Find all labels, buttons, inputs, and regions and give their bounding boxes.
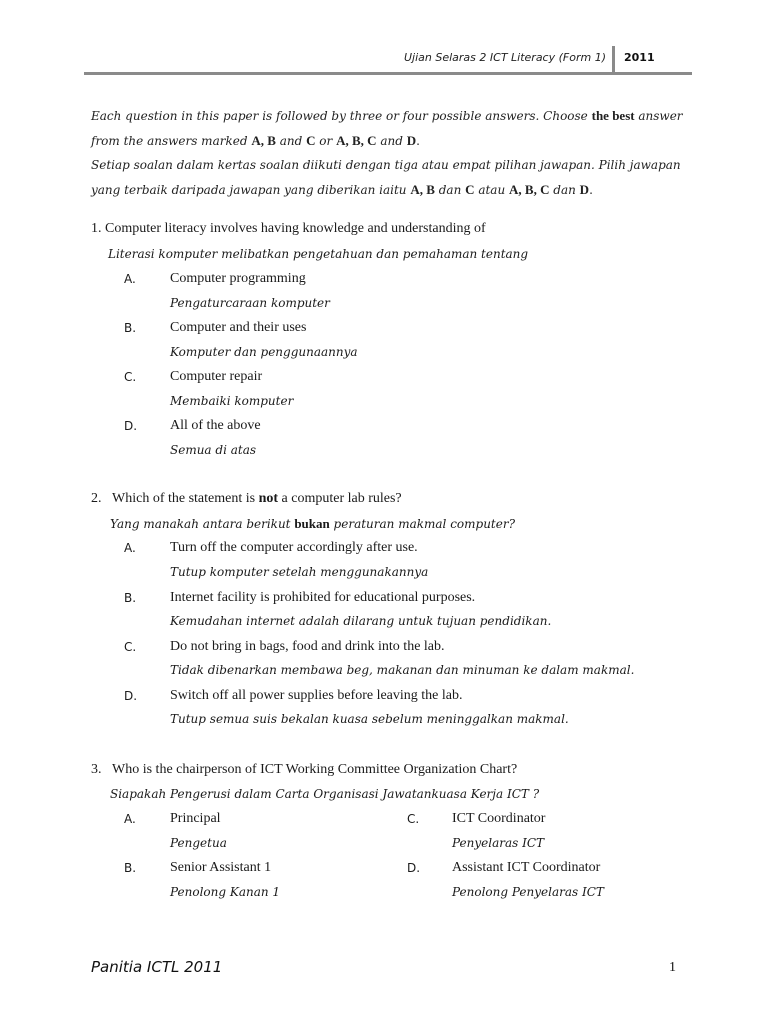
q3-option-c-text: ICT Coordinator [452,811,546,826]
question-2 [91,491,402,507]
page-header [84,44,692,75]
question-1 [91,221,486,237]
q2-option-d-text: Switch off all power supplies before leaving the lab. [170,688,463,703]
q3-option-a-text-malay: Pengetua [170,836,227,850]
q1-option-c-text: Computer repair [170,369,263,384]
q2-option-d-letter: D. [124,689,138,703]
q1-option-d-text-malay: Semua di atas [170,443,257,457]
q3-option-d-text-malay: Penolong Penyelaras ICT [452,885,604,899]
q2-option-c-letter: C. [124,640,137,654]
instructions-malay: Setiap soalan dalam kertas soalan diikuti dengan tiga atau empat pilihan jawapan. Pilih jawapan yang terbaik daripada jawapan yang diberikan iaitu A, B dan C atau A, B, C dan D. [91,158,681,197]
q1-option-d-text: All of the above [170,418,261,433]
q2-option-a-text: Turn off the computer accordingly after use. [170,540,418,555]
q2-option-a-letter: A. [124,541,136,555]
q2-option-a-text-malay: Tutup komputer setelah menggunakannya [170,565,429,579]
question-3 [91,762,517,778]
q1-option-b-text-malay: Komputer dan penggunaannya [170,345,358,359]
page-number: 1 [669,960,676,975]
q2-option-b-text: Internet facility is prohibited for educational purposes. [170,590,476,605]
question-1-number: 1. [91,221,102,236]
header-title: Ujian Selaras 2 ICT Literacy (Form 1) [403,51,606,64]
header-divider [612,46,615,72]
q1-option-d-letter: D. [124,419,138,433]
question-1-text-malay: Literasi komputer melibatkan pengetahuan dan pemahaman tentang [108,247,529,261]
q1-option-c-letter: C. [124,370,137,384]
question-3-text: Who is the chairperson of ICT Working Committee Organization Chart? [112,762,518,777]
q3-option-b-text: Senior Assistant 1 [170,860,272,875]
q3-option-a-letter: A. [124,812,136,826]
instructions [91,104,691,202]
q2-option-c-text-malay: Tidak dibenarkan membawa beg, makanan dan minuman ke dalam makmal. [170,663,635,677]
q1-option-b-text: Computer and their uses [170,320,307,335]
q3-option-c-letter: C. [407,812,420,826]
footer-label: Panitia ICTL 2011 [91,958,223,976]
q3-option-a-text: Principal [170,811,221,826]
q1-option-a-text: Computer programming [170,271,306,286]
q2-option-d-text-malay: Tutup semua suis bekalan kuasa sebelum meninggalkan makmal. [170,712,569,726]
q3-option-b-text-malay: Penolong Kanan 1 [170,885,281,899]
q3-option-c-text-malay: Penyelaras ICT [452,836,545,850]
question-3-number: 3. [91,762,102,777]
q1-option-a-text-malay: Pengaturcaraan komputer [170,296,330,310]
header-year: 2011 [624,51,655,64]
q2-option-b-letter: B. [124,591,137,605]
q1-option-a-letter: A. [124,272,136,286]
question-1-text: Computer literacy involves having knowledge and understanding of [105,221,486,236]
question-2-number: 2. [91,491,102,506]
question-2-text-malay: Yang manakah antara berikut bukan peraturan makmal computer? [110,516,516,531]
instructions-english: Each question in this paper is followed by three or four possible answers. Choose the best answer from the answers marked A, B and C or A, B, C and D. [91,108,683,148]
question-2-text: Which of the statement is not a computer lab rules? [112,491,402,506]
q3-option-b-letter: B. [124,861,137,875]
q1-option-b-letter: B. [124,321,137,335]
q2-option-b-text-malay: Kemudahan internet adalah dilarang untuk tujuan pendidikan. [170,614,552,628]
q1-option-c-text-malay: Membaiki komputer [170,394,294,408]
q3-option-d-letter: D. [407,861,421,875]
q3-option-d-text: Assistant ICT Coordinator [452,860,601,875]
q2-option-c-text: Do not bring in bags, food and drink into the lab. [170,639,445,654]
question-3-text-malay: Siapakah Pengerusi dalam Carta Organisasi Jawatankuasa Kerja ICT ? [110,787,540,801]
